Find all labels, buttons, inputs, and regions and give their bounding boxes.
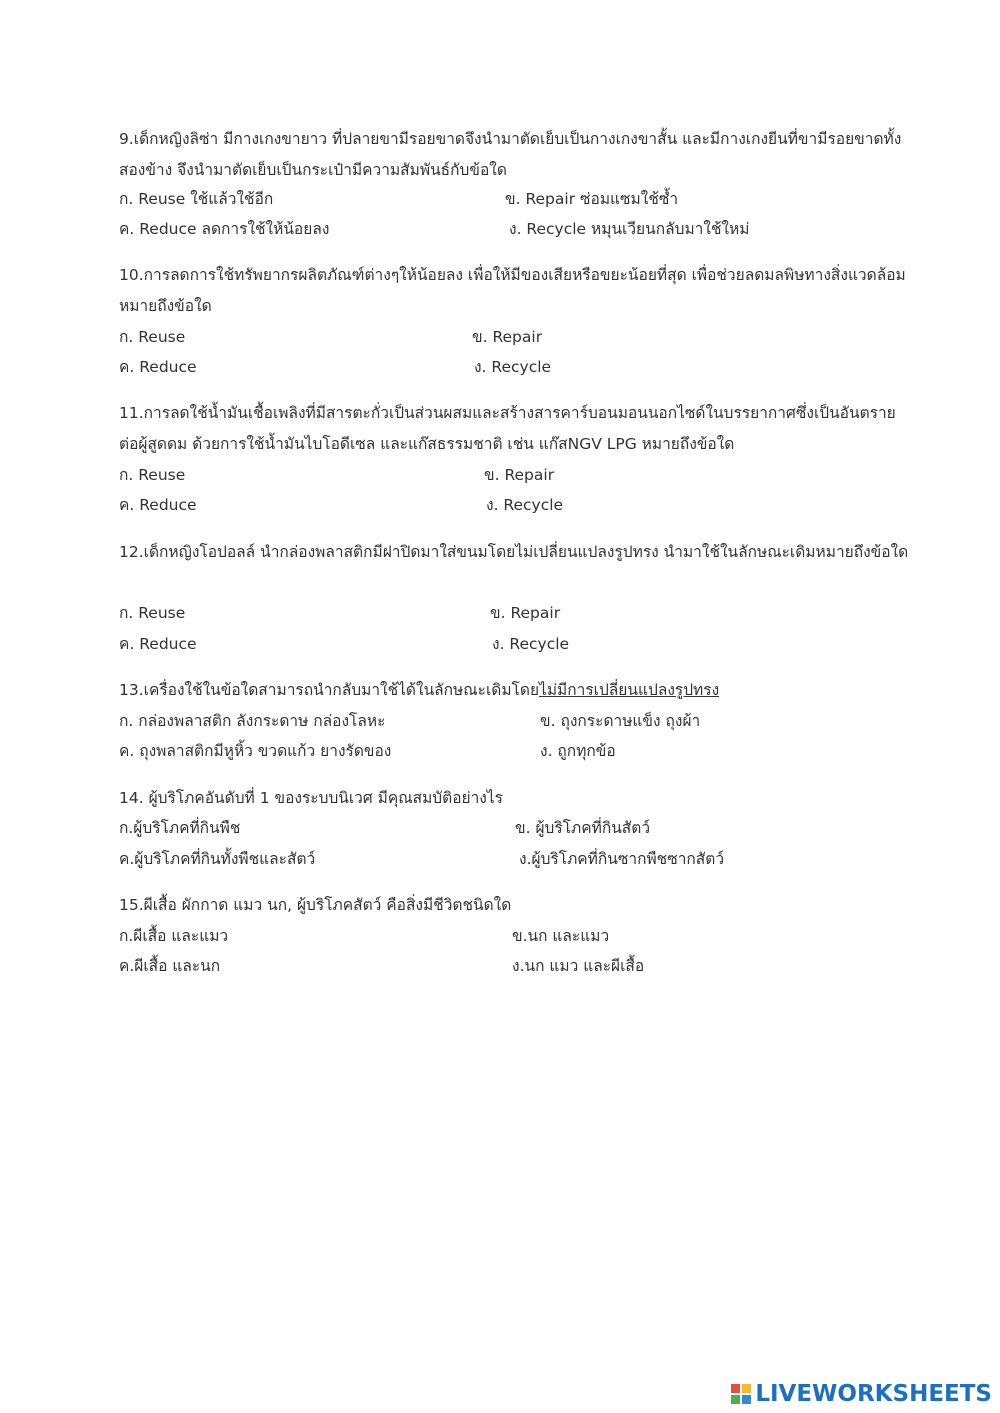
question-15 — [119, 890, 909, 921]
option-d: ง. ถูกทุกข้อ — [540, 742, 616, 760]
logo-mark-icon — [731, 1384, 751, 1404]
option-c: ค. Reduce — [119, 635, 197, 653]
option-d: ง.ผู้บริโภคที่กินซากพืชซากสัตว์ — [519, 850, 725, 868]
option-b: ข. Repair — [472, 328, 543, 346]
logo-text: LIVEWORKSHEETS — [755, 1381, 992, 1407]
stem-underlined-text: ไม่มีการเปลี่ยนแปลงรูปทรง — [539, 681, 720, 699]
option-d: ง. Recycle หมุนเวียนกลับมาใช้ใหม่ — [509, 220, 750, 238]
question-12 — [119, 537, 909, 568]
stem-text: 13.เครื่องใช้ในข้อใดสามารถนำกลับมาใช้ได้ในลักษณะเดิมโดย — [119, 681, 540, 699]
option-b: ข. Repair — [484, 466, 555, 484]
option-a: ก.ผู้บริโภคที่กินพืช — [119, 819, 241, 837]
option-d: ง. Recycle — [492, 635, 570, 653]
option-c: ค. Reduce — [119, 496, 197, 514]
question-stem: 12.เด็กหญิงโอปอลล์ นำกล่องพลาสติกมีฝาปิดมาใส่ขนมโดยไม่เปลี่ยนแปลงรูปทรง นำมาใช้ในลักษณะเดิมหมายถึงข้อใด — [119, 543, 909, 561]
option-a: ก. Reuse — [119, 604, 186, 622]
question-14 — [119, 783, 909, 814]
option-a: ก. กล่องพลาสติก ลังกระดาษ กล่องโลหะ — [119, 712, 386, 730]
question-11 — [119, 398, 909, 460]
option-c: ค. Reduce ลดการใช้ให้น้อยลง — [119, 220, 330, 238]
question-9 — [119, 124, 909, 186]
option-b: ข. ผู้บริโภคที่กินสัตว์ — [515, 819, 651, 837]
option-b: ข. Repair ซ่อมแซมใช้ซ้ำ — [505, 190, 679, 208]
option-b: ข. Repair — [490, 604, 561, 622]
option-d: ง. Recycle — [486, 496, 564, 514]
question-stem — [119, 675, 909, 706]
option-b: ข.นก และแมว — [512, 927, 610, 945]
question-stem: 10.การลดการใช้ทรัพยากรผลิตภัณฑ์ต่างๆให้น้อยลง เพื่อให้มีของเสียหรือขยะน้อยที่สุด เพื่อช่วยลดมลพิษทางสิ่งแวดล้อมหมายถึงข้อใด — [119, 266, 906, 315]
option-a: ก. Reuse — [119, 466, 186, 484]
question-stem: 9.เด็กหญิงลิซ่า มีกางเกงขายาว ที่ปลายขามีรอยขาดจึงนำมาตัดเย็บเป็นกางเกงขาสั้น และมีกางเกงยีนที่ขามีรอยขาดทั้งสองข้าง จึงนำมาตัดเย็บเป็นกระเป๋ามีความสัมพันธ์กับข้อใด — [119, 130, 902, 179]
option-a: ก. Reuse ใช้แล้วใช้อีก — [119, 190, 274, 208]
liveworksheets-logo — [731, 1379, 992, 1409]
option-c: ค. ถุงพลาสติกมีหูหิ้ว ขวดแก้ว ยางรัดของ — [119, 742, 392, 760]
question-stem: 15.ผีเสื้อ ผักกาด แมว นก, ผู้บริโภคสัตว์ คือสิ่งมีชีวิตชนิดใด — [119, 896, 512, 914]
option-a: ก.ผีเสื้อ และแมว — [119, 927, 229, 945]
option-b: ข. ถุงกระดาษแข็ง ถุงผ้า — [540, 712, 701, 730]
question-stem: 11.การลดใช้น้ำมันเชื้อเพลิงที่มีสารตะกั่วเป็นส่วนผสมและสร้างสารคาร์บอนมอนนอกไซด์ในบรรยากาศซึ่งเป็นอันตรายต่อผู้สูดดม ด้วยการใช้น้ำมันไบโอดีเซล และแก๊สธรรมชาติ เช่น แก๊สNGV LPG หมายถึงข้อใด — [119, 404, 896, 453]
option-a: ก. Reuse — [119, 328, 186, 346]
question-10 — [119, 260, 909, 322]
question-stem: 14. ผู้บริโภคอันดับที่ 1 ของระบบนิเวศ มีคุณสมบัติอย่างไร — [119, 789, 503, 807]
option-d: ง.นก แมว และผีเสื้อ — [512, 957, 645, 975]
option-c: ค. Reduce — [119, 358, 197, 376]
question-13 — [119, 675, 909, 706]
option-d: ง. Recycle — [474, 358, 552, 376]
option-c: ค.ผีเสื้อ และนก — [119, 957, 221, 975]
option-c: ค.ผู้บริโภคที่กินทั้งพืชและสัตว์ — [119, 850, 316, 868]
